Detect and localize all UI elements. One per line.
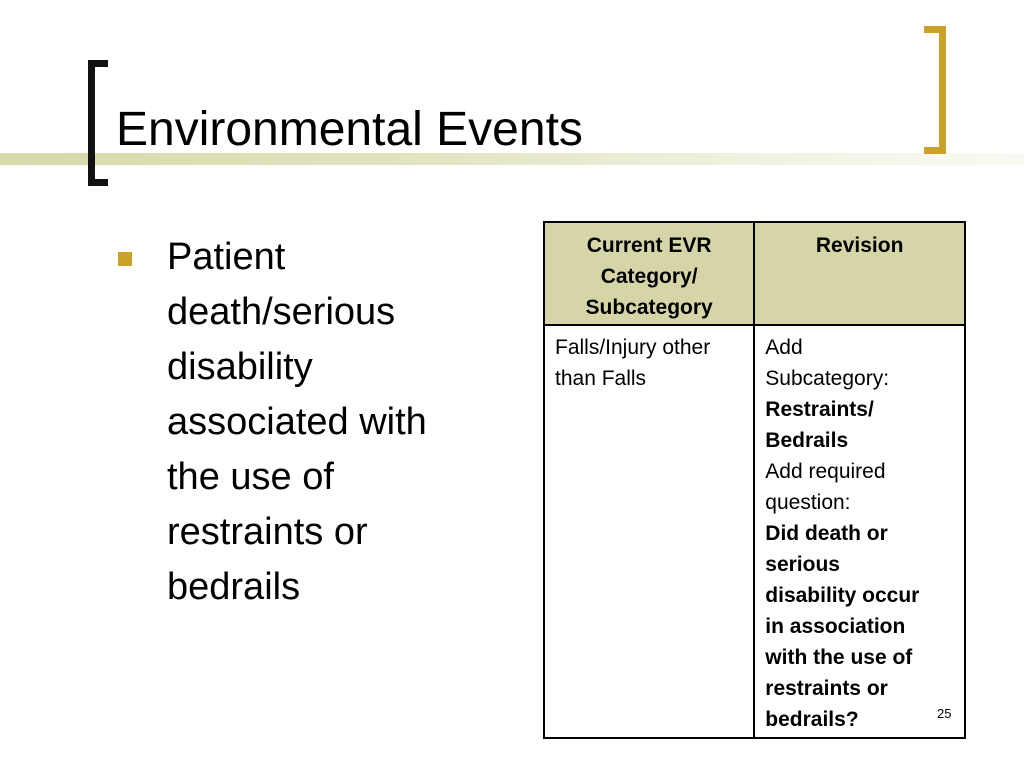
bullet-line: Patient (167, 236, 286, 278)
header-revision (754, 222, 965, 325)
bullet-line: death/serious (167, 291, 396, 333)
revision-line: Add required (765, 460, 886, 483)
left-bracket-decoration (88, 60, 108, 186)
cell-revision (754, 325, 965, 738)
bullet-line: disability (167, 346, 313, 388)
revision-line: in association (765, 615, 906, 638)
revision-line: Subcategory: (765, 367, 890, 390)
bullet-line: the use of (167, 456, 334, 498)
bullet-line: bedrails (167, 566, 301, 608)
page-number: 25 (937, 706, 952, 721)
cell-current-category (544, 325, 754, 738)
bullet-line: restraints or (167, 511, 368, 553)
cell-line: than Falls (555, 367, 647, 390)
bullet-text (167, 230, 497, 615)
header-current-evr-category (544, 222, 754, 325)
revision-table (543, 221, 966, 739)
header-line: Revision (815, 234, 904, 257)
bullet-line: associated with (167, 401, 427, 443)
table-row (544, 325, 965, 738)
revision-line: Did death or (765, 522, 888, 545)
cell-line: Falls/Injury other (555, 336, 711, 359)
revision-line: Restraints/ (765, 398, 874, 421)
revision-line: question: (765, 491, 851, 514)
header-line: Category/ (600, 265, 698, 288)
revision-line: Add (765, 336, 803, 359)
revision-line: serious (765, 553, 840, 576)
table-header-row (544, 222, 965, 325)
right-bracket-decoration (924, 26, 946, 154)
revision-line: with the use of (765, 646, 913, 669)
revision-line: bedrails? (765, 708, 859, 731)
revision-line: Bedrails (765, 429, 849, 452)
square-bullet-icon (118, 252, 132, 266)
revision-line: restraints or (765, 677, 888, 700)
revision-line: disability occur (765, 584, 920, 607)
slide-title: Environmental Events (116, 103, 583, 156)
header-line: Subcategory (585, 296, 713, 319)
header-line: Current EVR (586, 234, 712, 257)
